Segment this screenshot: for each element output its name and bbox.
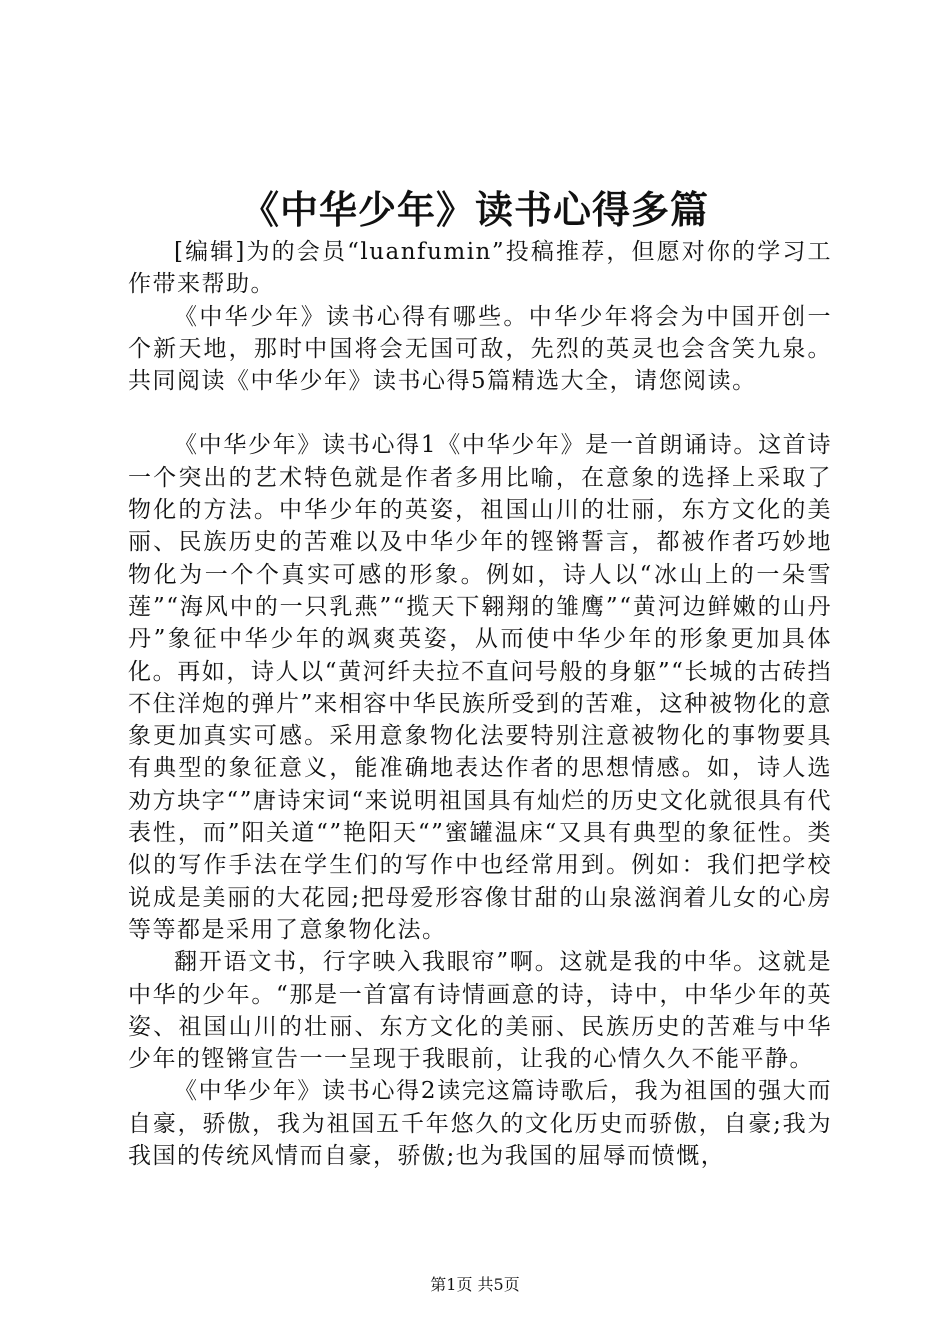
paragraph: [编辑]为的会员“luanfumin”投稿推荐，但愿对你的学习工作带来帮助。	[128, 239, 832, 298]
page-footer: 第1页 共5页	[430, 1275, 520, 1294]
paragraph: 《中华少年》读书心得有哪些。中华少年将会为中国开创一个新天地，那时中国将会无国可敌，先烈的英灵也会含笑九泉。共同阅读《中华少年》读书心得5篇精选大全，请您阅读。	[128, 303, 832, 395]
paragraph: 翻开语文书，行字映入我眼帘”啊。这就是我的中华。这就是中华的少年。“那是一首富有诗情画意的诗，诗中，中华少年的英姿、祖国山川的壮丽、东方文化的美丽、民族历史的苦难与中华少年的铿锵宣告一一呈现于我眼前，让我的心情久久不能平静。	[128, 949, 832, 1073]
document-body	[128, 236, 832, 1172]
paragraph: 《中华少年》读书心得2读完这篇诗歌后，我为祖国的强大而自豪，骄傲，我为祖国五千年悠久的文化历史而骄傲，自豪;我为我国的传统风情而自豪，骄傲;也为我国的屈辱而愤慨，	[128, 1078, 832, 1170]
document-title: 《中华少年》读书心得多篇	[240, 187, 709, 232]
paragraph: 《中华少年》读书心得1《中华少年》是一首朗诵诗。这首诗一个突出的艺术特色就是作者多用比喻，在意象的选择上采取了物化的方法。中华少年的英姿，祖国山川的壮丽，东方文化的美丽、民族历史的苦难以及中华少年的铿锵誓言，都被作者巧妙地物化为一个个真实可感的形象。例如，诗人以“冰山上的一朵雪莲”“海风中的一只乳燕”“揽天下翱翔的雏鹰”“黄河边鲜嫩的山丹丹”象征中华少年的飒爽英姿，从而使中华少年的形象更加具体化。再如，诗人以“黄河纤夫拉不直问号般的身躯”“长城的古砖挡不住洋炮的弹片”来相容中华民族所受到的苦难，这种被物化的意象更加真实可感。采用意象物化法要特别注意被物化的事物要具有典型的象征意义，能准确地表达作者的思想情感。如，诗人选劝方块字“”唐诗宋词“来说明祖国具有灿烂的历史文化就很具有代表性，而”阳关道“”艳阳天“”蜜罐温床“又具有典型的象征性。类似的写作手法在学生们的写作中也经常用到。例如：我们把学校说成是美丽的大花园;把母爱形容像甘甜的山泉滋润着儿女的心房等等都是采用了意象物化法。	[128, 432, 832, 943]
